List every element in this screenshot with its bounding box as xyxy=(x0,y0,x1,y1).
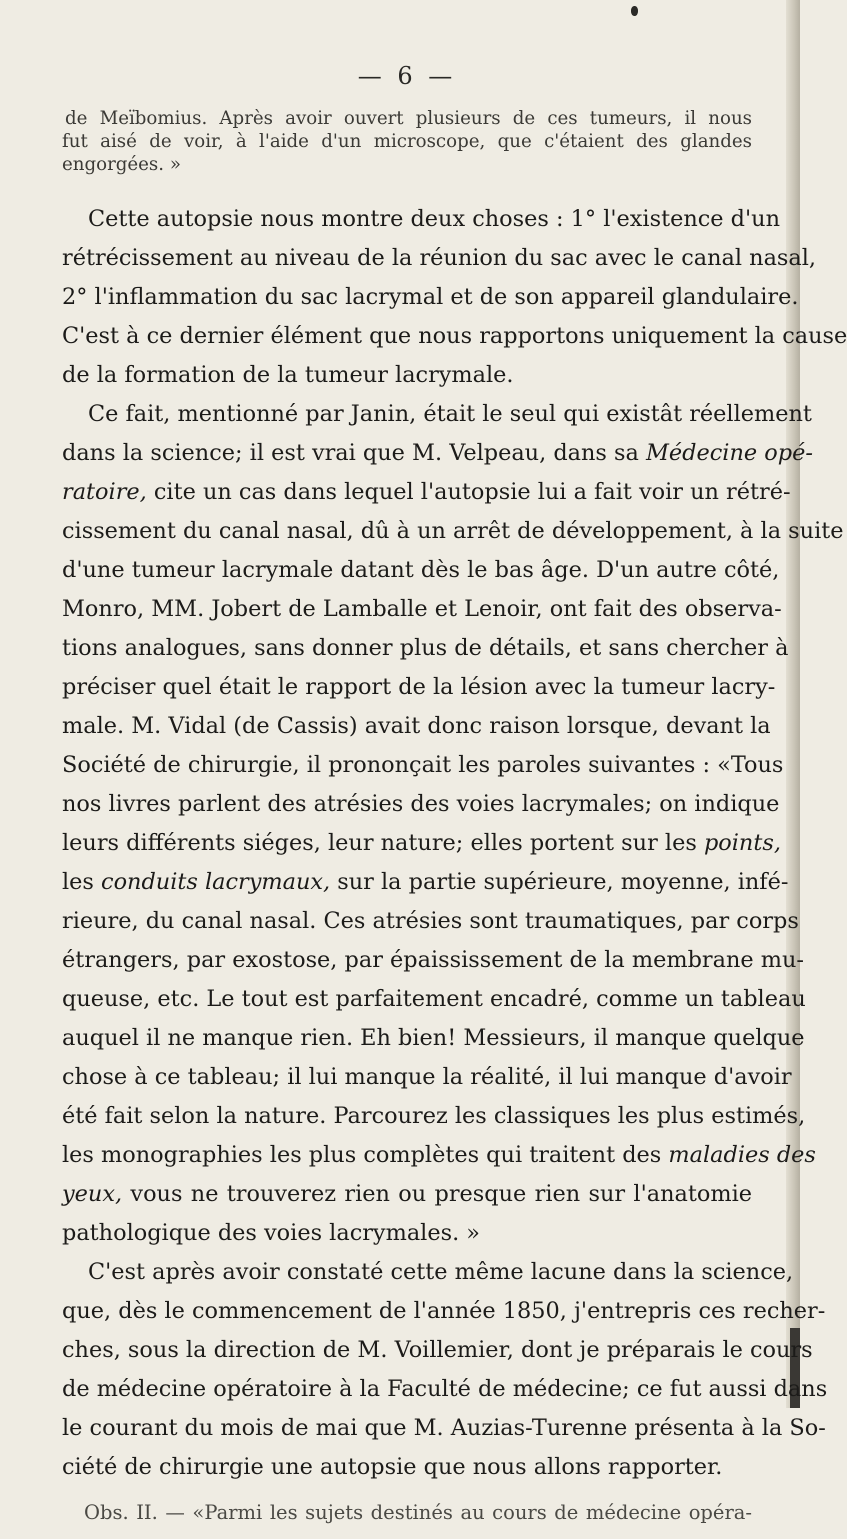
text-line xyxy=(62,130,752,153)
text-segment: les xyxy=(62,869,102,895)
text-line xyxy=(62,707,771,746)
text-segment: rieure, du canal nasal. Ces atrésies sont traumatiques, par corps xyxy=(62,908,799,934)
text-line xyxy=(62,1292,826,1331)
text-line xyxy=(62,1214,752,1253)
text-line xyxy=(62,395,812,434)
text-line xyxy=(62,629,789,668)
text-segment: Ce fait, mentionné par Janin, était le seul qui existât réellement xyxy=(88,401,812,427)
italic-text: yeux, xyxy=(62,1181,123,1207)
text-segment: sur la partie supérieure, moyenne, infé- xyxy=(330,869,789,895)
text-line xyxy=(62,356,752,395)
text-line xyxy=(62,1253,794,1292)
text-line xyxy=(62,863,789,902)
text-segment: male. M. Vidal (de Cassis) avait donc raison lorsque, devant la xyxy=(62,713,771,739)
text-line xyxy=(62,512,844,551)
text-line xyxy=(62,980,806,1019)
text-line xyxy=(62,824,781,863)
text-line xyxy=(62,1097,806,1136)
italic-text: maladies des xyxy=(668,1142,816,1168)
text-line xyxy=(62,1409,826,1448)
text-segment: engorgées. » xyxy=(62,154,181,175)
text-segment: leurs différents siéges, leur nature; elles portent sur les xyxy=(62,830,704,856)
text-segment: cissement du canal nasal, dû à un arrêt de développement, à la suite xyxy=(62,518,844,544)
text-line xyxy=(62,1175,752,1214)
text-segment: C'est après avoir constaté cette même lacune dans la science, xyxy=(88,1259,794,1285)
text-segment: auquel il ne manque rien. Eh bien! Messieurs, il manque quelque xyxy=(62,1025,805,1051)
text-segment: vous ne trouverez rien ou presque rien sur l'anatomie xyxy=(122,1181,752,1207)
text-line xyxy=(62,1448,752,1487)
text-segment: pathologique des voies lacrymales. » xyxy=(62,1220,480,1246)
text-line xyxy=(62,200,780,239)
text-segment: cite un cas dans lequel l'autopsie lui a fait voir un rétré- xyxy=(146,479,791,505)
text-line xyxy=(62,1136,816,1175)
text-line xyxy=(62,473,791,512)
text-segment: Cette autopsie nous montre deux choses : 1° l'existence d'un xyxy=(88,206,780,232)
page-number: — 6 — xyxy=(357,62,457,90)
text-segment: rétrécissement au niveau de la réunion du sac avec le canal nasal, xyxy=(62,245,817,271)
text-segment: le courant du mois de mai que M. Auzias-Turenne présenta à la So- xyxy=(62,1415,826,1441)
text-segment: Société de chirurgie, il prononçait les paroles suivantes : «Tous xyxy=(62,752,784,778)
text-segment: queuse, etc. Le tout est parfaitement encadré, comme un tableau xyxy=(62,986,806,1012)
text-segment: tions analogues, sans donner plus de détails, et sans chercher à xyxy=(62,635,789,661)
text-line xyxy=(62,1487,752,1531)
text-segment: dans la science; il est vrai que M. Velpeau, dans sa xyxy=(62,440,646,466)
text-segment: les monographies les plus complètes qui traitent des xyxy=(62,1142,669,1168)
text-line xyxy=(62,1331,813,1370)
italic-text: Médecine opé- xyxy=(646,440,813,466)
text-line xyxy=(62,902,799,941)
italic-text: ratoire, xyxy=(62,479,147,505)
page-edge-shadow xyxy=(786,0,800,1408)
text-line xyxy=(62,153,752,176)
text-line xyxy=(62,1058,792,1097)
text-line xyxy=(62,785,780,824)
text-line xyxy=(62,107,752,130)
text-line xyxy=(62,590,782,629)
text-segment: de la formation de la tumeur lacrymale. xyxy=(62,362,514,388)
text-line xyxy=(62,1370,828,1409)
text-line xyxy=(62,668,776,707)
text-segment: nos livres parlent des atrésies des voies lacrymales; on indique xyxy=(62,791,780,817)
text-line xyxy=(62,746,784,785)
text-segment: de médecine opératoire à la Faculté de médecine; ce fut aussi dans xyxy=(62,1376,828,1402)
text-segment: fut aisé de voir, à l'aide d'un microscope, que c'étaient des glandes xyxy=(62,131,752,152)
italic-text: conduits lacrymaux, xyxy=(101,869,331,895)
text-line xyxy=(62,941,804,980)
text-segment: chose à ce tableau; il lui manque la réalité, il lui manque d'avoir xyxy=(62,1064,792,1090)
text-line xyxy=(62,551,780,590)
text-segment: d'une tumeur lacrymale datant dès le bas âge. D'un autre côté, xyxy=(62,557,780,583)
text-segment: 2° l'inflammation du sac lacrymal et de son appareil glandulaire. xyxy=(62,284,799,310)
text-segment: de Meïbomius. Après avoir ouvert plusieurs de ces tumeurs, il nous xyxy=(65,108,752,129)
text-line xyxy=(62,1019,805,1058)
text-line xyxy=(62,317,847,356)
text-segment: que, dès le commencement de l'année 1850, j'entrepris ces recher- xyxy=(62,1298,826,1324)
text-segment: C'est à ce dernier élément que nous rapportons uniquement la cause xyxy=(62,323,847,349)
text-segment: Monro, MM. Jobert de Lamballe et Lenoir, ont fait des observa- xyxy=(62,596,782,622)
text-line xyxy=(62,239,817,278)
italic-text: points, xyxy=(703,830,781,856)
text-line xyxy=(62,278,799,317)
text-segment: Obs. II. — «Parmi les sujets destinés au cours de médecine opéra- xyxy=(84,1501,752,1524)
text-segment: étrangers, par exostose, par épaississement de la membrane mu- xyxy=(62,947,804,973)
text-segment: préciser quel était le rapport de la lésion avec la tumeur lacry- xyxy=(62,674,776,700)
book-page xyxy=(62,0,847,1524)
text-segment: été fait selon la nature. Parcourez les classiques les plus estimés, xyxy=(62,1103,806,1129)
text-line xyxy=(62,434,813,473)
text-segment: ches, sous la direction de M. Voillemier, dont je préparais le cours xyxy=(62,1337,813,1363)
page-text-body xyxy=(62,107,847,1531)
text-segment: ciété de chirurgie une autopsie que nous allons rapporter. xyxy=(62,1454,723,1480)
